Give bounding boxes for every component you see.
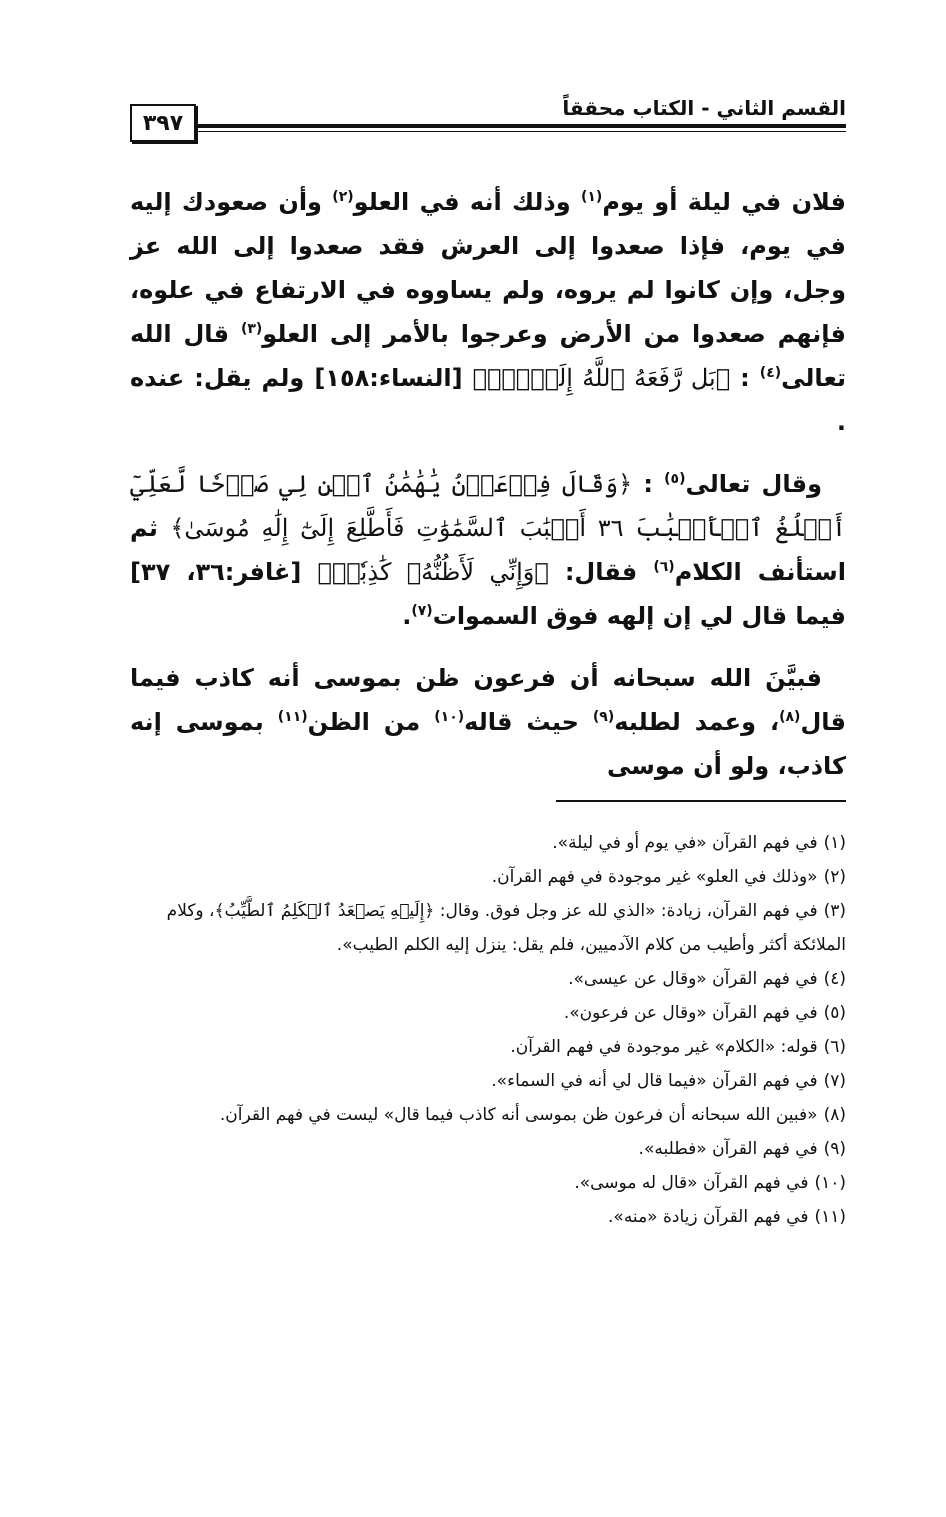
footnote-ref-11: (١١)	[277, 709, 308, 725]
footnote-text: في فهم القرآن «فطلبه».	[638, 1139, 818, 1159]
page-number: ٣٩٧	[130, 104, 196, 142]
text-run: [غافر:٣٦، ٣٧] فيما قال لي إن إلهه فوق السموات	[130, 558, 846, 630]
footnote-text: في فهم القرآن، زيادة: «الذي لله عز وجل فوق. وقال: ﴿إِلَيۡهِ يَصۡعَدُ ٱلۡكَلِمُ ٱلطَّيِّبُ﴾، وكلام الملائكة أكثر وأطيب من كلام الآدميين، فلم يقل: ينزل إليه الكلم الطيب».	[166, 901, 846, 955]
section-title: القسم الثاني - الكتاب محققاً	[562, 96, 846, 120]
footnote-ref-4: (٤)	[759, 365, 782, 381]
footnotes	[130, 826, 846, 1234]
footnote-number: (٣)	[823, 901, 846, 921]
footnote-item	[130, 826, 846, 860]
footnote-ref-2: (٢)	[332, 189, 354, 205]
text-run: وقال تعالى	[685, 470, 823, 498]
running-header	[130, 86, 846, 156]
header-rule	[194, 124, 846, 128]
text-run: ثم استأنف الكلام	[130, 514, 847, 586]
footnote-ref-3: (٣)	[240, 321, 263, 337]
footnote-number: (٨)	[823, 1105, 846, 1125]
quran-verse: ﴿بَل رَّفَعَهُ ٱللَّهُ إِلَيۡهِۚ﴾	[472, 364, 731, 392]
footnote-text: في فهم القرآن «فيما قال لي أنه في السماء».	[491, 1071, 818, 1091]
footnote-separator	[556, 800, 846, 802]
footnote-number: (٦)	[823, 1037, 846, 1057]
footnote-item	[130, 1098, 846, 1132]
text-run: وأن صعودك إليه في يوم، فإذا صعدوا إلى العرش فقد صعدوا إلى الله عز وجل، وإن كانوا لم يروه، ولم يساووه في الارتفاع في علوه، فإنهم صعدوا من الأرض وعرجوا بالأمر إلى العلو	[130, 188, 847, 348]
footnote-ref-7: (٧)	[411, 603, 433, 619]
header-rule-thin	[194, 131, 846, 132]
footnote-ref-1: (١)	[580, 189, 603, 205]
text-run: وذلك أنه في العلو	[353, 188, 581, 216]
text-run: فلان في ليلة أو يوم	[602, 188, 846, 216]
footnote-number: (٤)	[823, 969, 846, 989]
footnote-text: في فهم القرآن «قال له موسى».	[574, 1173, 809, 1193]
footnote-item	[130, 962, 846, 996]
paragraph-1	[130, 180, 846, 444]
footnote-ref-8: (٨)	[779, 709, 801, 725]
text-run: من الظن	[307, 708, 435, 736]
text-run: [النساء:١٥٨] ولم يقل: عنده .	[130, 364, 846, 436]
footnote-item	[130, 860, 846, 894]
footnote-number: (٧)	[823, 1071, 846, 1091]
text-run: فبيَّنَ الله سبحانه أن فرعون ظن بموسى أنه كاذب فيما قال	[130, 664, 846, 736]
footnote-text: «فبين الله سبحانه أن فرعون ظن بموسى أنه كاذب فيما قال» ليست في فهم القرآن.	[219, 1105, 818, 1125]
text-run: حيث قاله	[464, 708, 593, 736]
footnote-number: (١)	[823, 833, 846, 853]
text-run: فقال:	[548, 558, 654, 586]
footnote-text: في فهم القرآن «وقال عن فرعون».	[563, 1003, 818, 1023]
footnote-ref-9: (٩)	[592, 709, 615, 725]
footnote-item	[130, 1200, 846, 1234]
footnote-number: (٩)	[823, 1139, 846, 1159]
footnote-number: (١١)	[814, 1207, 846, 1227]
text-run: بموسى إنه كاذب، ولو أن موسى	[130, 708, 846, 780]
footnote-text: «وذلك في العلو» غير موجودة في فهم القرآن.	[491, 867, 818, 887]
footnote-item	[130, 1030, 846, 1064]
paragraph-2	[130, 462, 846, 638]
text-run: :	[632, 470, 665, 498]
text-run: .	[402, 602, 412, 630]
footnote-item	[130, 1064, 846, 1098]
quran-verse: ﴿وَقَالَ فِرۡعَوۡنُ يَٰهَٰمَٰنُ ٱبۡنِ لِي صَرۡحٗا لَّعَلِّيٓ أَبۡلُغُ ٱلۡأَسۡبَٰبَ ٣٦ أَسۡبَٰبَ ٱلسَّمَٰوَٰتِ فَأَطَّلِعَ إِلَىٰٓ إِلَٰهِ مُوسَىٰ﴾	[130, 470, 847, 542]
text-run: قال الله تعالى	[130, 320, 847, 392]
footnote-text: في فهم القرآن «وقال عن عيسى».	[568, 969, 818, 989]
text-run: ، وعمد لطلبه	[614, 708, 780, 736]
footnote-item	[130, 996, 846, 1030]
footnote-item	[130, 1166, 846, 1200]
footnote-number: (٢)	[823, 867, 846, 887]
footnote-ref-10: (١٠)	[434, 709, 465, 725]
footnote-text: قوله: «الكلام» غير موجودة في فهم القرآن.	[510, 1037, 818, 1057]
footnote-ref-5: (٥)	[664, 471, 686, 487]
footnote-text: في فهم القرآن زيادة «منه».	[608, 1207, 809, 1227]
footnote-number: (١٠)	[814, 1173, 846, 1193]
footnote-item	[130, 1132, 846, 1166]
footnote-item	[130, 894, 846, 962]
footnote-text: في فهم القرآن «في يوم أو في ليلة».	[552, 833, 818, 853]
paragraph-3	[130, 656, 846, 788]
footnote-number: (٥)	[823, 1003, 846, 1023]
footnote-ref-6: (٦)	[653, 559, 675, 575]
quran-verse: ﴿وَإِنِّي لَأَظُنُّهُۥ كَٰذِبٗاۚ﴾	[317, 558, 549, 586]
main-text	[130, 180, 846, 806]
text-run: :	[730, 364, 760, 392]
